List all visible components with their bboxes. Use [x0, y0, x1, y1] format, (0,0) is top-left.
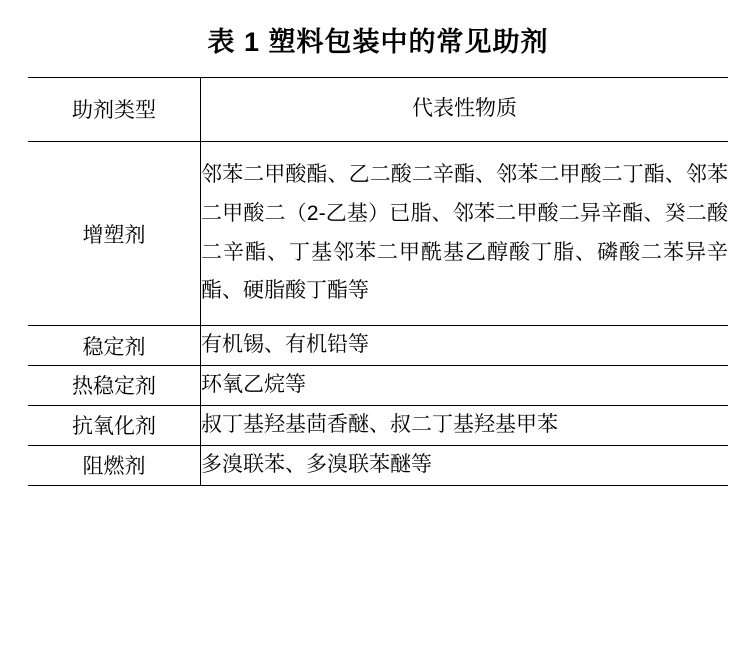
- table-header-row: [28, 78, 728, 142]
- table-caption: 表 1 塑料包装中的常见助剂: [207, 27, 549, 57]
- cell-additive-type: 抗氧化剂: [28, 405, 201, 445]
- page-bottom-spacer: [0, 486, 756, 490]
- cell-substances: 环氧乙烷等: [201, 366, 729, 406]
- cell-substances: 邻苯二甲酸酯、乙二酸二辛酯、邻苯二甲酸二丁酯、邻苯二甲酸二（2-乙基）已脂、邻苯二甲酸二异辛酯、癸二酸二辛酯、丁基邻苯二甲酰基乙醇酸丁脂、磷酸二苯异辛酯、硬脂酸丁酯等: [201, 141, 729, 325]
- cell-additive-type: 稳定剂: [28, 326, 201, 366]
- table-row: [28, 366, 728, 406]
- cell-additive-type: 阻燃剂: [28, 445, 201, 485]
- table-row: [28, 445, 728, 485]
- column-header-substances: 代表性物质: [201, 78, 729, 142]
- cell-additive-type: 增塑剂: [28, 141, 201, 325]
- additives-table: [28, 77, 728, 486]
- cell-substances: 叔丁基羟基茴香醚、叔二丁基羟基甲苯: [201, 405, 729, 445]
- table-row: [28, 326, 728, 366]
- column-header-type: 助剂类型: [28, 78, 201, 142]
- table-row: [28, 141, 728, 325]
- cell-additive-type: 热稳定剂: [28, 366, 201, 406]
- cell-substances: 有机锡、有机铅等: [201, 326, 729, 366]
- table-row: [28, 405, 728, 445]
- cell-substances: 多溴联苯、多溴联苯醚等: [201, 445, 729, 485]
